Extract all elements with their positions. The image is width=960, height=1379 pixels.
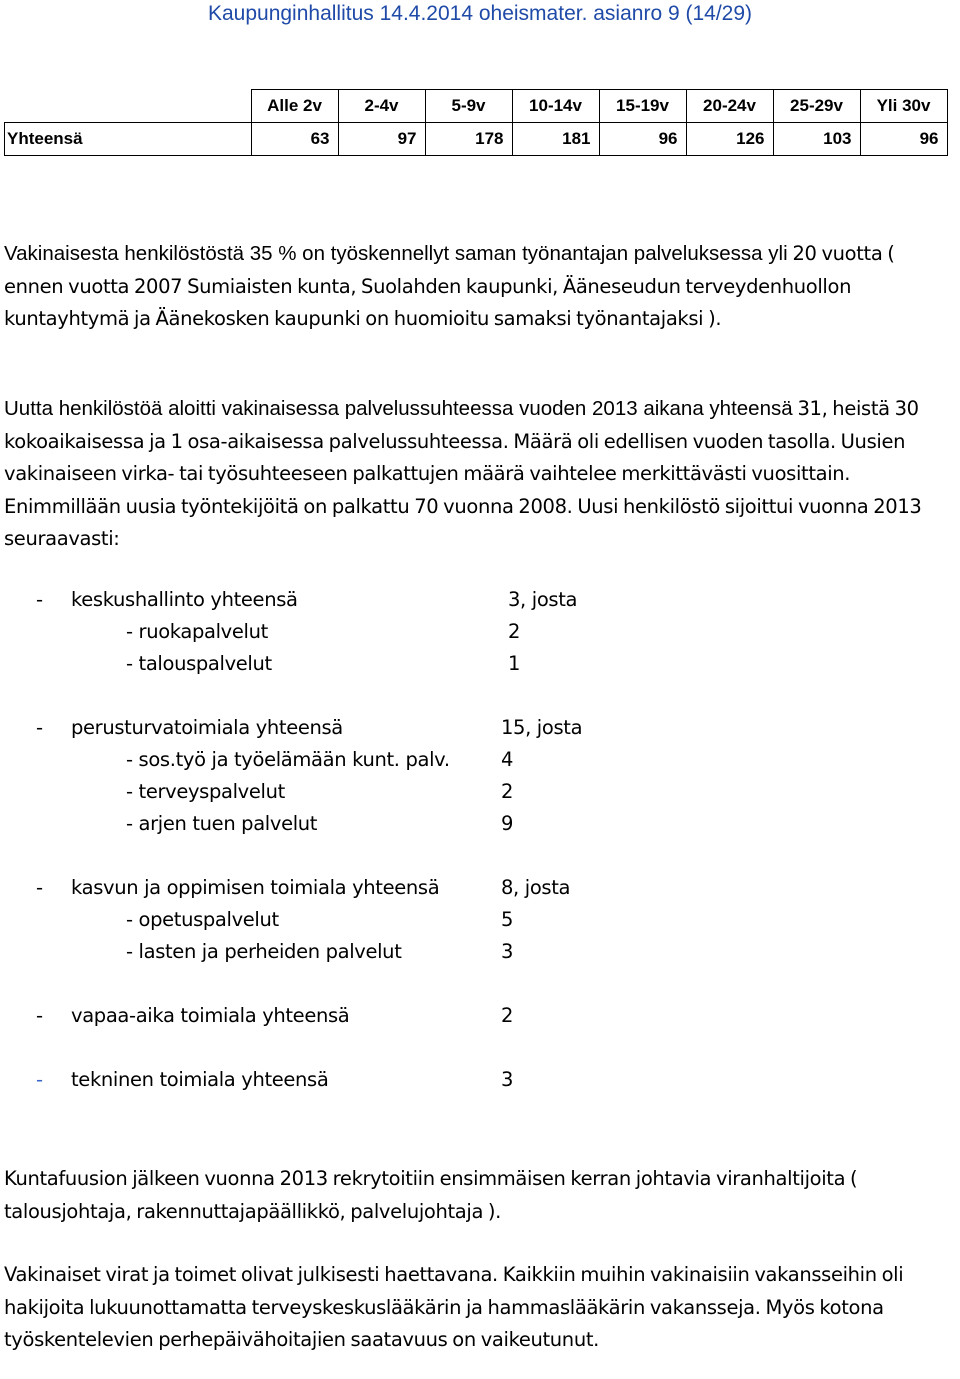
list-subitem-label: - talouspalvelut <box>126 652 272 675</box>
list-group-value: 8, josta <box>501 876 571 899</box>
table-cell: 96 <box>860 123 947 156</box>
list-dash: - <box>36 588 43 611</box>
list-subitem-label: - opetuspalvelut <box>126 908 279 931</box>
list-group-label: tekninen toimiala yhteensä <box>71 1068 329 1091</box>
table-cell: 178 <box>425 123 512 156</box>
list-subitem-value: 3 <box>501 940 514 963</box>
page-header: Kaupunginhallitus 14.4.2014 oheismater. asianro 9 (14/29) <box>207 2 753 25</box>
list-dash: - <box>36 876 43 899</box>
age-distribution-table <box>4 89 948 156</box>
list-group-value: 2 <box>501 1004 514 1027</box>
table-header-cell: 20-24v <box>686 90 773 123</box>
list-subitem-label: - sos.työ ja työelämään kunt. palv. <box>126 748 450 771</box>
list-group-label: perusturvatoimiala yhteensä <box>71 716 343 739</box>
table-header-cell: Alle 2v <box>251 90 338 123</box>
list-group-label: vapaa-aika toimiala yhteensä <box>71 1004 350 1027</box>
paragraph-long-tenure <box>4 238 949 336</box>
list-subitem-value: 2 <box>508 620 521 643</box>
table-header-cell: 2-4v <box>338 90 425 123</box>
paragraph-rest: 31, heistä 30 kokoaikaisessa ja 1 osa-aikaisessa palvelussuhteessa. Määrä oli edellisen vuoden tasolla. Uusien vakinaiseen virka- tai työsuhteeseen palkattujen määrä vaihtelee merkittävästi vuosittain. Enimmillään uusia työntekijöitä on palkattu 70 vuonna 2008. Uusi henkilöstö sijoittui vuonna 2013 seuraavasti: <box>4 397 922 550</box>
list-subitem-value: 5 <box>501 908 514 931</box>
list-subitem-value: 9 <box>501 812 514 835</box>
paragraph-rest: 20 vuotta ( ennen vuotta 2007 Sumiaisten kunta, Suolahden kaupunki, Ääneseudun terveydenhuollon kuntayhtymä ja Äänekosken kaupunki on huomioitu samaksi työnantajaksi ). <box>4 242 895 330</box>
list-group-value: 3, josta <box>508 588 578 611</box>
list-subitem-value: 1 <box>508 652 521 675</box>
table-cell: 97 <box>338 123 425 156</box>
paragraph-lead: Vakinaisesta henkilöstöstä 35 % on työskennellyt saman työnantajan palveluksessa yli <box>4 242 788 265</box>
list-group-value: 15, josta <box>501 716 583 739</box>
list-subitem-value: 4 <box>501 748 514 771</box>
table-corner <box>5 90 252 123</box>
paragraph-new-staff <box>4 393 949 556</box>
table-row-label: Yhteensä <box>5 123 252 156</box>
paragraph-recruitment: Kuntafuusion jälkeen vuonna 2013 rekrytoitiin ensimmäisen kerran johtavia viranhaltijoita ( talousjohtaja, rakennuttajapäällikkö, palvelujohtaja ). <box>4 1167 858 1223</box>
table-cell: 96 <box>599 123 686 156</box>
table-row <box>5 123 948 156</box>
table-header-cell: Yli 30v <box>860 90 947 123</box>
list-subitem-label: - ruokapalvelut <box>126 620 268 643</box>
paragraph-vacancies: Vakinaiset virat ja toimet olivat julkisesti haettavana. Kaikkiin muihin vakinaisiin vakansseihin oli hakijoita lukuunottamatta terveyskeskuslääkärin ja hammaslääkärin vakansseja. Myös kotona työskentelevien perhepäivähoitajien saatavuus on vaikeutunut. <box>4 1263 904 1351</box>
table-header-row <box>5 90 948 123</box>
table-header-cell: 5-9v <box>425 90 512 123</box>
list-dash: - <box>36 716 43 739</box>
list-subitem-value: 2 <box>501 780 514 803</box>
list-subitem-label: - lasten ja perheiden palvelut <box>126 940 402 963</box>
table-cell: 63 <box>251 123 338 156</box>
paragraph-lead: Uutta henkilöstöä aloitti vakinaisessa palvelussuhteessa vuoden 2013 aikana yhteensä <box>4 397 793 420</box>
list-group-label: keskushallinto yhteensä <box>71 588 298 611</box>
table-header-cell: 15-19v <box>599 90 686 123</box>
list-group-label: kasvun ja oppimisen toimiala yhteensä <box>71 876 440 899</box>
table-cell: 103 <box>773 123 860 156</box>
list-dash: - <box>36 1068 43 1091</box>
list-subitem-label: - arjen tuen palvelut <box>126 812 318 835</box>
list-dash: - <box>36 1004 43 1027</box>
table-cell: 126 <box>686 123 773 156</box>
table-cell: 181 <box>512 123 599 156</box>
list-group-value: 3 <box>501 1068 514 1091</box>
list-subitem-label: - terveyspalvelut <box>126 780 285 803</box>
table-header-cell: 25-29v <box>773 90 860 123</box>
table-header-cell: 10-14v <box>512 90 599 123</box>
